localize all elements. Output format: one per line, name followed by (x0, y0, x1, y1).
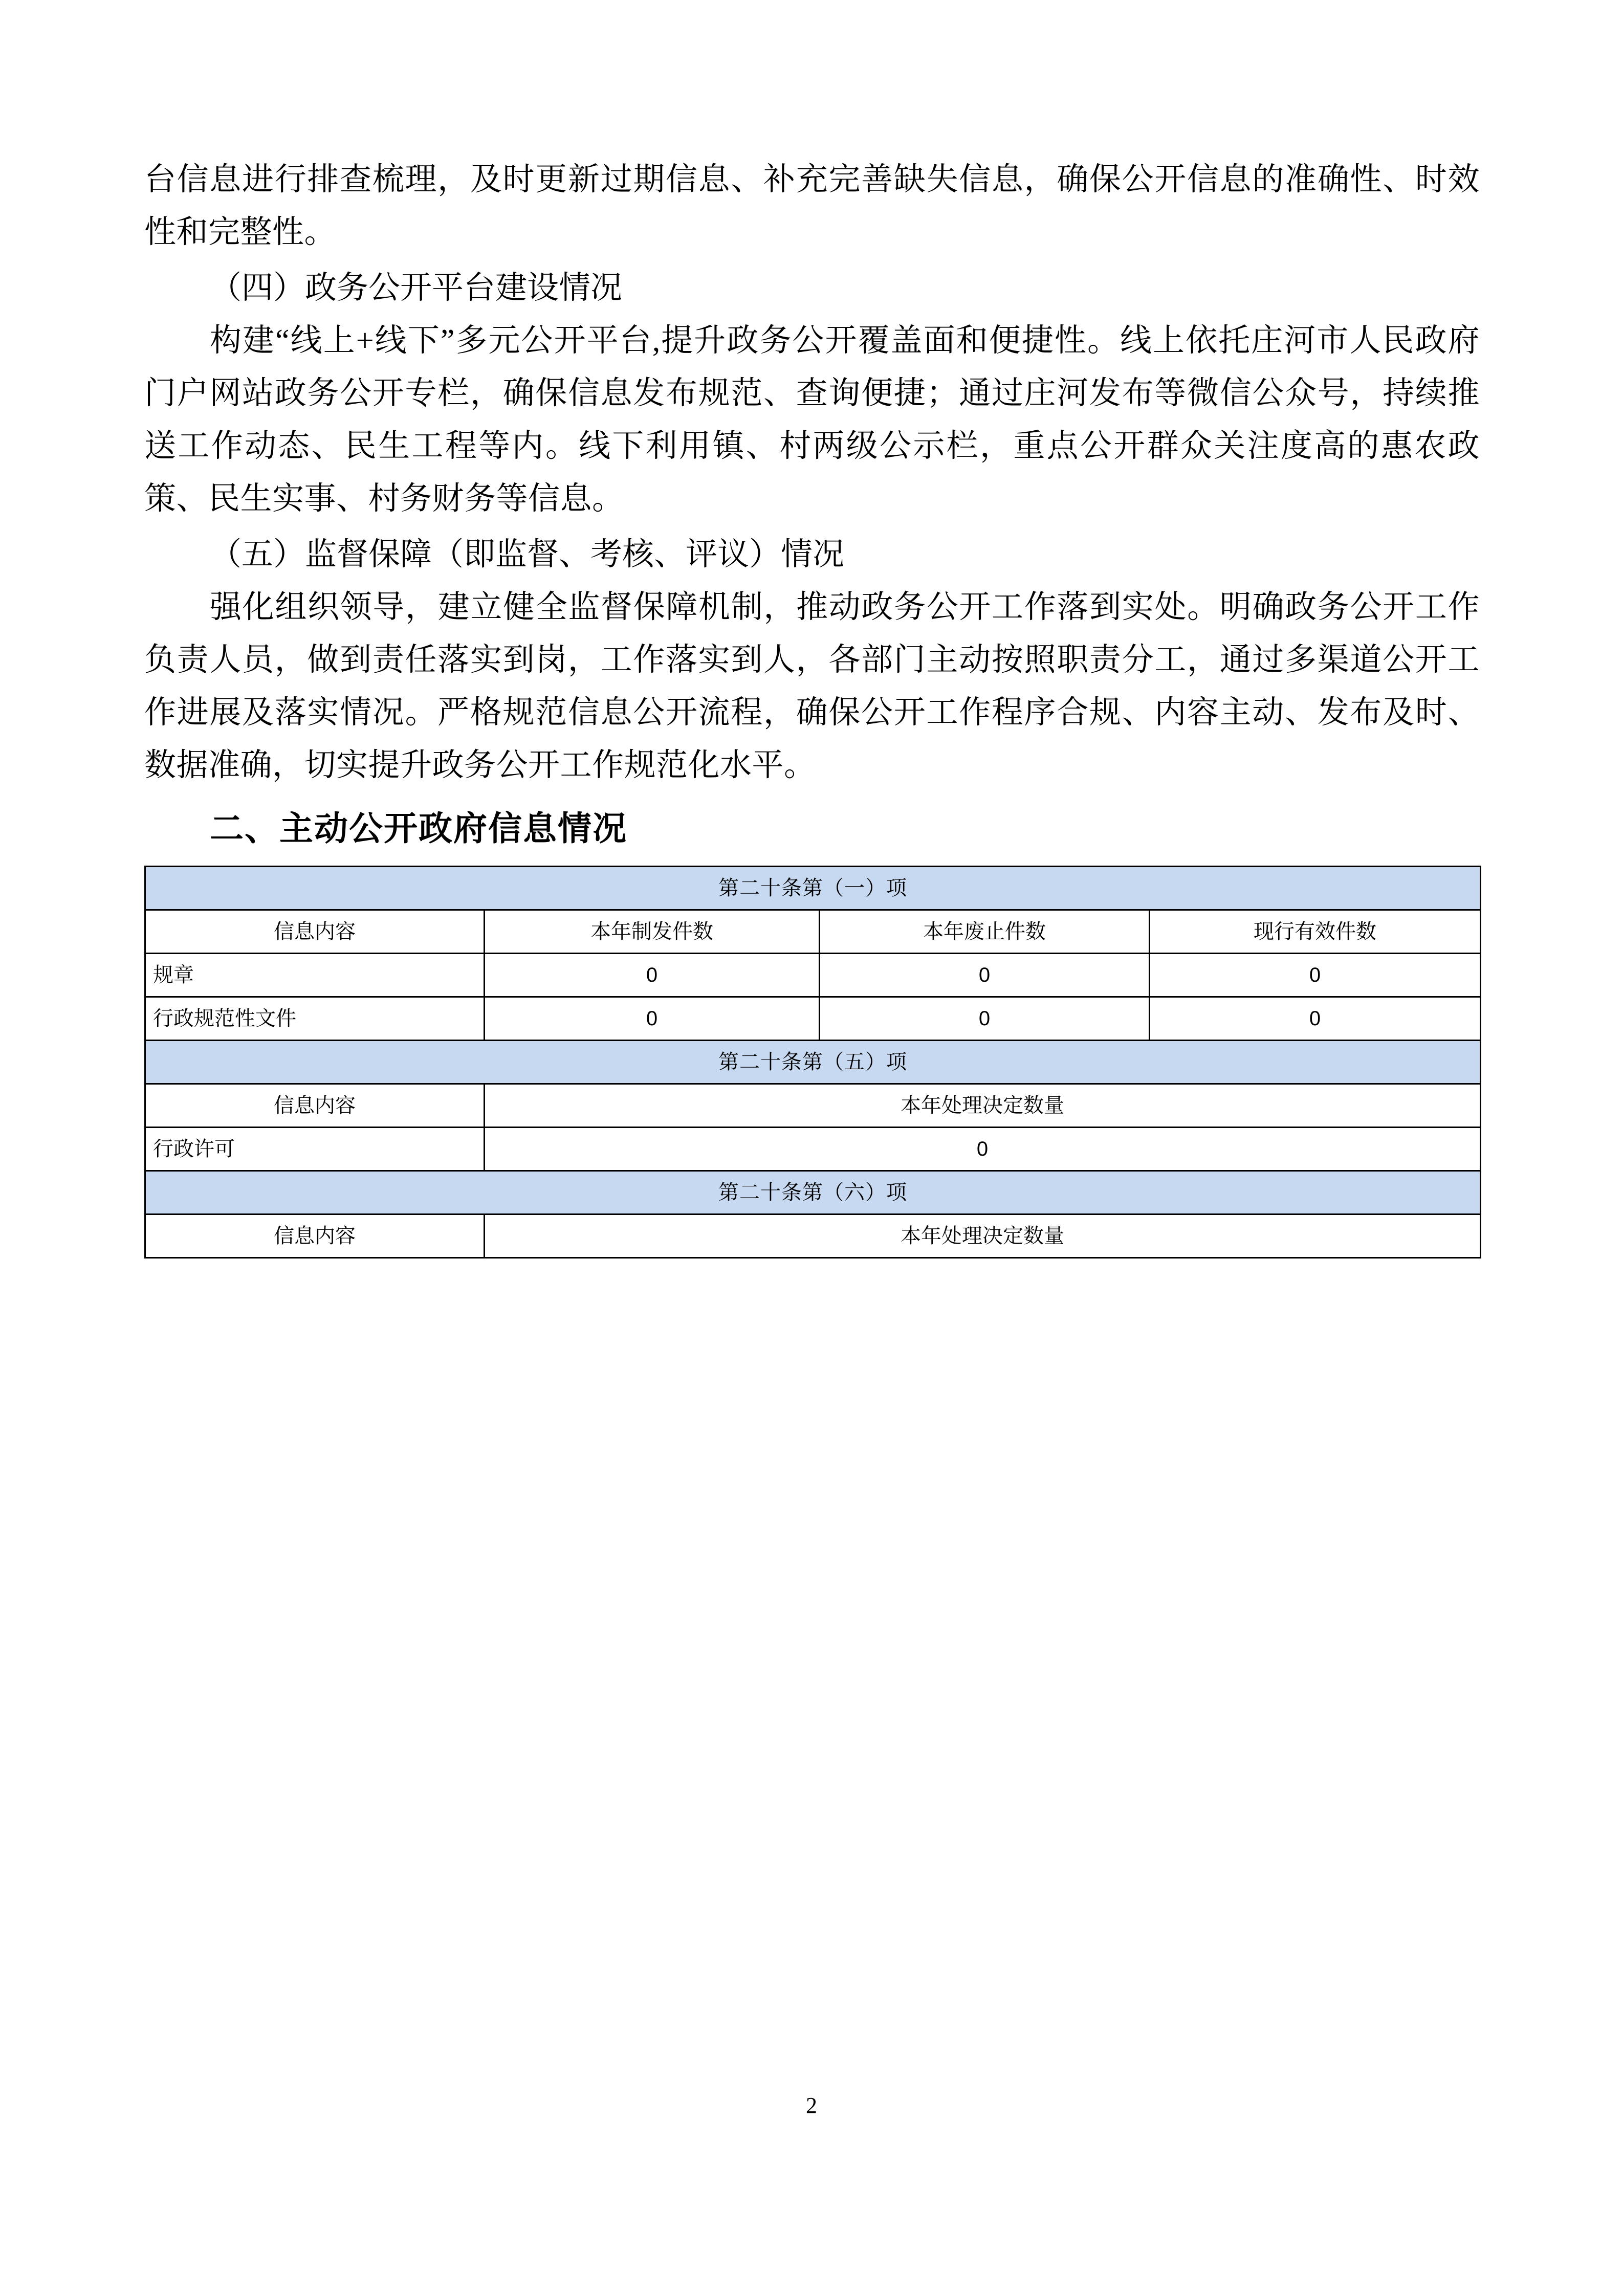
table-column-header-row (145, 1215, 1481, 1258)
table-column-header-row (145, 1084, 1481, 1128)
row-label-regulations: 规章 (145, 954, 485, 997)
heading-section-five: （五）监督保障（即监督、考核、评议）情况 (210, 537, 845, 572)
column-header-decisions-count-3: 本年处理决定数量 (485, 1215, 1481, 1258)
table-row (145, 954, 1481, 997)
table-section-header-row (145, 867, 1481, 910)
table-column-header-row (145, 910, 1481, 954)
paragraph-section-five: 强化组织领导，建立健全监督保障机制，推动政务公开工作落到实处。明确政务公开工作负责人员，做到责任落实到岗，工作落实到人，各部门主动按照职责分工，通过多渠道公开工作进展及落实情况。严格规范信息公开流程，确保公开工作程序合规、内容主动、发布及时、数据准确，切实提升政务公开工作规范化水平。 (144, 590, 1480, 783)
heading-section-four: （四）政务公开平台建设情况 (210, 271, 623, 305)
cell-normative-repealed: 0 (820, 997, 1150, 1041)
cell-normative-issued: 0 (485, 997, 820, 1041)
column-header-issued-count: 本年制发件数 (485, 910, 820, 954)
cell-regulations-repealed: 0 (820, 954, 1150, 997)
page-content (144, 153, 1480, 1259)
public-information-table (144, 866, 1481, 1259)
column-header-info-content-2: 信息内容 (145, 1084, 485, 1128)
row-label-normative-documents: 行政规范性文件 (145, 997, 485, 1041)
column-header-info-content-3: 信息内容 (145, 1215, 485, 1258)
column-header-repealed-count: 本年废止件数 (820, 910, 1150, 954)
table-section-header-row (145, 1171, 1481, 1215)
row-label-administrative-licensing: 行政许可 (145, 1128, 485, 1171)
column-header-effective-count: 现行有效件数 (1150, 910, 1481, 954)
section-title-item-5: 第二十条第（五）项 (145, 1041, 1481, 1084)
paragraph-continued-top: 台信息进行排查梳理，及时更新过期信息、补充完善缺失信息，确保公开信息的准确性、时效性和完整性。 (144, 162, 1480, 250)
section-title-item-1: 第二十条第（一）项 (145, 867, 1481, 910)
paragraph-section-four: 构建“线上+线下”多元公开平台,提升政务公开覆盖面和便捷性。线上依托庄河市人民政府门户网站政务公开专栏，确保信息发布规范、查询便捷；通过庄河发布等微信公众号，持续推送工作动态、民生工程等内。线下利用镇、村两级公示栏，重点公开群众关注度高的惠农政策、民生实事、村务财务等信息。 (144, 323, 1480, 516)
page-number: 2 (806, 2093, 817, 2118)
table-section-header-row (145, 1041, 1481, 1084)
heading-section-two: 二、主动公开政府信息情况 (210, 809, 627, 847)
column-header-decisions-count-2: 本年处理决定数量 (485, 1084, 1481, 1128)
cell-regulations-effective: 0 (1150, 954, 1481, 997)
section-title-item-6: 第二十条第（六）项 (145, 1171, 1481, 1215)
table-row (145, 1128, 1481, 1171)
cell-normative-effective: 0 (1150, 997, 1481, 1041)
spacer (144, 792, 1480, 800)
cell-administrative-licensing-decisions: 0 (485, 1128, 1481, 1171)
cell-regulations-issued: 0 (485, 954, 820, 997)
column-header-info-content: 信息内容 (145, 910, 485, 954)
table-row (145, 997, 1481, 1041)
